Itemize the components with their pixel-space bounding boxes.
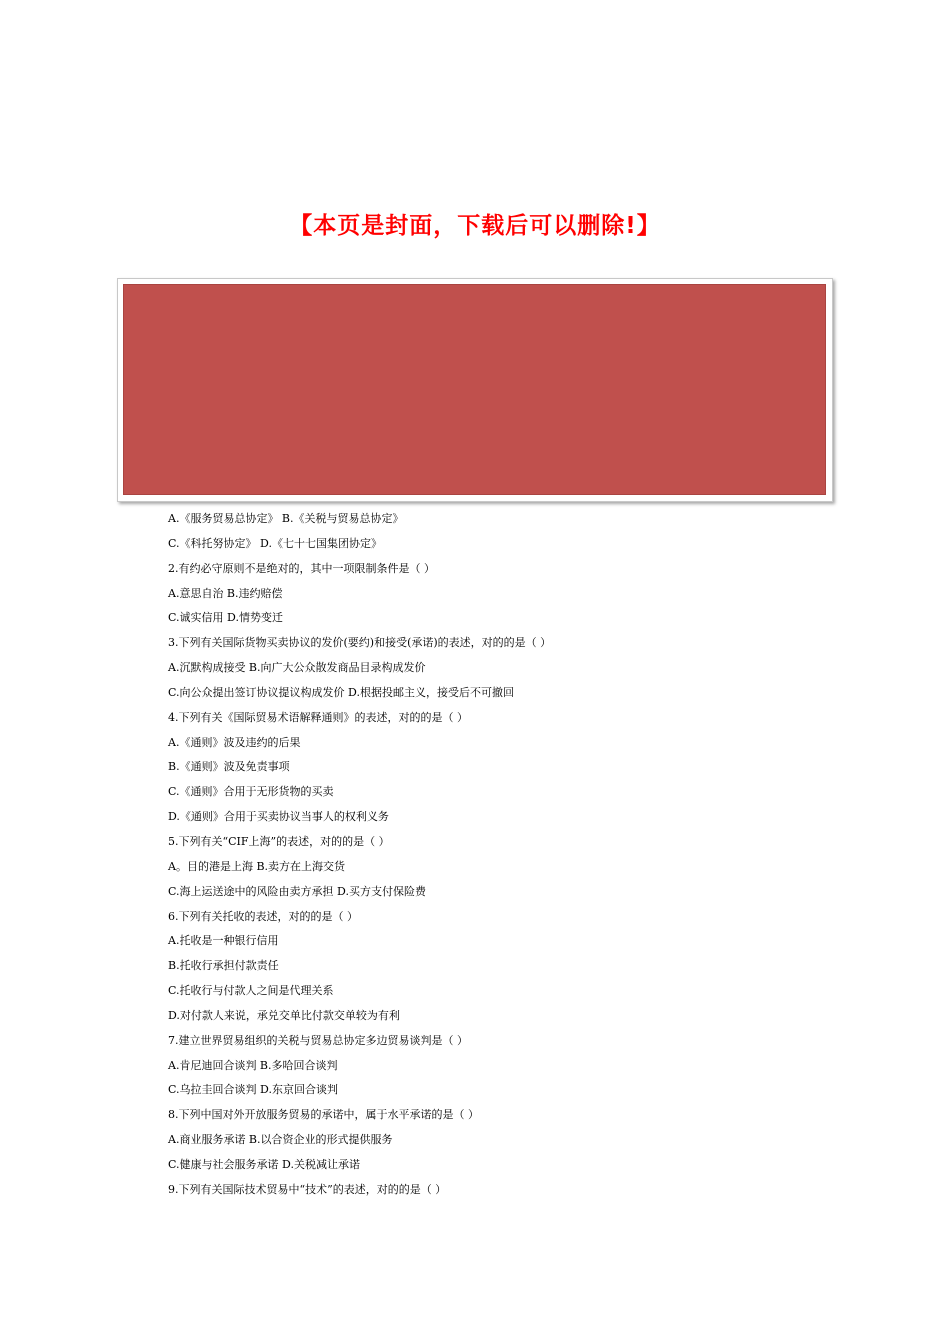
answer-options-line: A.意思自治 B.违约赔偿: [168, 586, 283, 600]
answer-options-line: A.商业服务承诺 B.以合资企业的形式提供服务: [168, 1133, 393, 1147]
cover-banner-frame: [117, 278, 833, 502]
answer-options-line: A.肯尼迪回合谈判 B.多哈回合谈判: [168, 1058, 338, 1072]
answer-options-line: C.《科托努协定》 D.《七十七国集团协定》: [168, 536, 382, 550]
question-4: 4.下列有关《国际贸易术语解释通则》的表述，对的的是（ ）: [168, 710, 468, 724]
answer-options-line: A.沉默构成接受 B.向广大公众散发商品目录构成发价: [168, 661, 426, 675]
answer-option: B.《通则》波及免责事项: [168, 760, 290, 774]
question-list: [168, 507, 888, 1203]
answer-option: D.《通则》合用于买卖协议当事人的权利义务: [168, 810, 389, 824]
question-5: 5.下列有关“CIF上海”的表述，对的的是（ ）: [168, 834, 390, 848]
answer-options-line: C.诚实信用 D.情势变迁: [168, 611, 283, 625]
answer-options-line: C.健康与社会服务承诺 D.关税减让承诺: [168, 1157, 360, 1171]
question-3: 3.下列有关国际货物买卖协议的发价(要约)和接受(承诺)的表述，对的的是（ ）: [168, 636, 552, 650]
question-2: 2.有约必守原则不是绝对的，其中一项限制条件是（ ）: [168, 561, 435, 575]
answer-option: A.托收是一种银行信用: [168, 934, 279, 948]
answer-option: D.对付款人来说，承兑交单比付款交单较为有利: [168, 1008, 400, 1022]
answer-option: B.托收行承担付款责任: [168, 959, 279, 973]
answer-options-line: C.乌拉圭回合谈判 D.东京回合谈判: [168, 1083, 338, 1097]
answer-options-line: C.海上运送途中的风险由卖方承担 D.买方支付保险费: [168, 884, 426, 898]
answer-options-line: C.向公众提出签订协议提议构成发价 D.根据投邮主义，接受后不可撤回: [168, 685, 514, 699]
question-8: 8.下列中国对外开放服务贸易的承诺中，属于水平承诺的是（ ）: [168, 1108, 479, 1122]
cover-title: 【本页是封面，下载后可以删除!】: [289, 213, 661, 239]
answer-option: C.托收行与付款人之间是代理关系: [168, 984, 334, 998]
question-9: 9.下列有关国际技术贸易中“技术”的表述，对的的是（ ）: [168, 1182, 447, 1196]
answer-options-line: A。目的港是上海 B.卖方在上海交货: [168, 859, 346, 873]
question-6: 6.下列有关托收的表述，对的的是（ ）: [168, 909, 358, 923]
answer-options-line: A.《服务贸易总协定》 B.《关税与贸易总协定》: [168, 512, 404, 525]
question-7: 7.建立世界贸易组织的关税与贸易总协定多边贸易谈判是（ ）: [168, 1033, 468, 1047]
answer-option: A.《通则》波及违约的后果: [168, 735, 301, 749]
cover-banner: [123, 284, 826, 495]
answer-option: C.《通则》合用于无形货物的买卖: [168, 785, 334, 799]
